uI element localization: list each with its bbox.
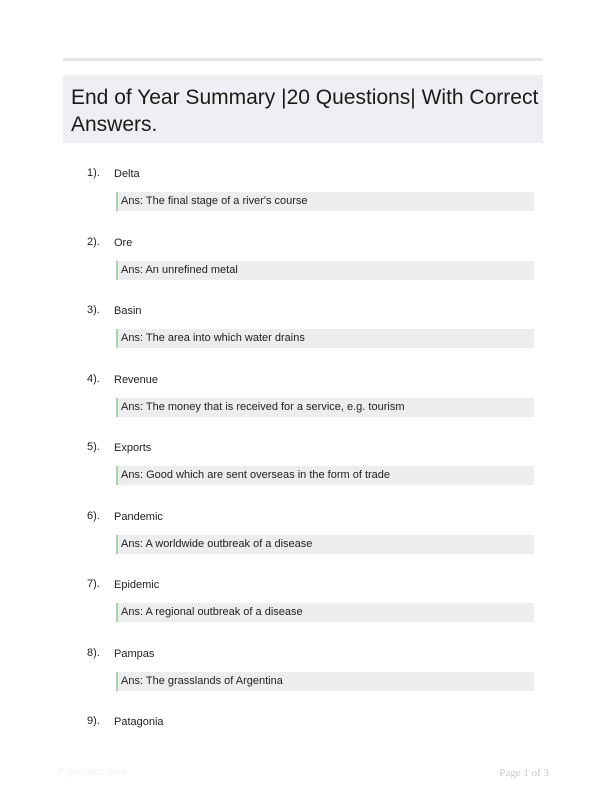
- question-number: 3).: [87, 304, 100, 316]
- question-term: Delta: [114, 168, 140, 180]
- document-title: End of Year Summary |20 Questions| With Correct Answers.: [71, 86, 539, 136]
- question-number: 2).: [87, 236, 100, 248]
- footer-watermark: Papertiktic.com: [58, 767, 127, 778]
- answer-box: Ans: An unrefined metal: [116, 261, 534, 280]
- question-number: 7).: [87, 578, 100, 590]
- question-term: Revenue: [114, 374, 159, 386]
- answer-box: Ans: The area into which water drains: [116, 329, 534, 348]
- question-number: 9).: [87, 715, 100, 727]
- answer-box: Ans: The final stage of a river's course: [116, 192, 534, 211]
- answer-box: Ans: A regional outbreak of a disease: [116, 603, 534, 622]
- question-number: 6).: [87, 510, 100, 522]
- question-number: 1).: [87, 167, 100, 179]
- question-term: Pandemic: [114, 511, 163, 523]
- question-term: Basin: [114, 305, 142, 317]
- question-number: 8).: [87, 647, 100, 659]
- question-term: Epidemic: [114, 579, 160, 591]
- question-term: Exports: [114, 442, 152, 454]
- question-term: Pampas: [114, 648, 155, 660]
- question-term: Patagonia: [114, 716, 164, 728]
- question-term: Ore: [114, 237, 133, 249]
- answer-box: Ans: The grasslands of Argentina: [116, 672, 534, 691]
- question-number: 5).: [87, 441, 100, 453]
- answer-box: Ans: A worldwide outbreak of a disease: [116, 535, 534, 554]
- answer-box: Ans: The money that is received for a service, e.g. tourism: [116, 398, 534, 417]
- page-number: Page 1 of 3: [499, 767, 549, 779]
- answer-box: Ans: Good which are sent overseas in the form of trade: [116, 466, 534, 485]
- question-number: 4).: [87, 373, 100, 385]
